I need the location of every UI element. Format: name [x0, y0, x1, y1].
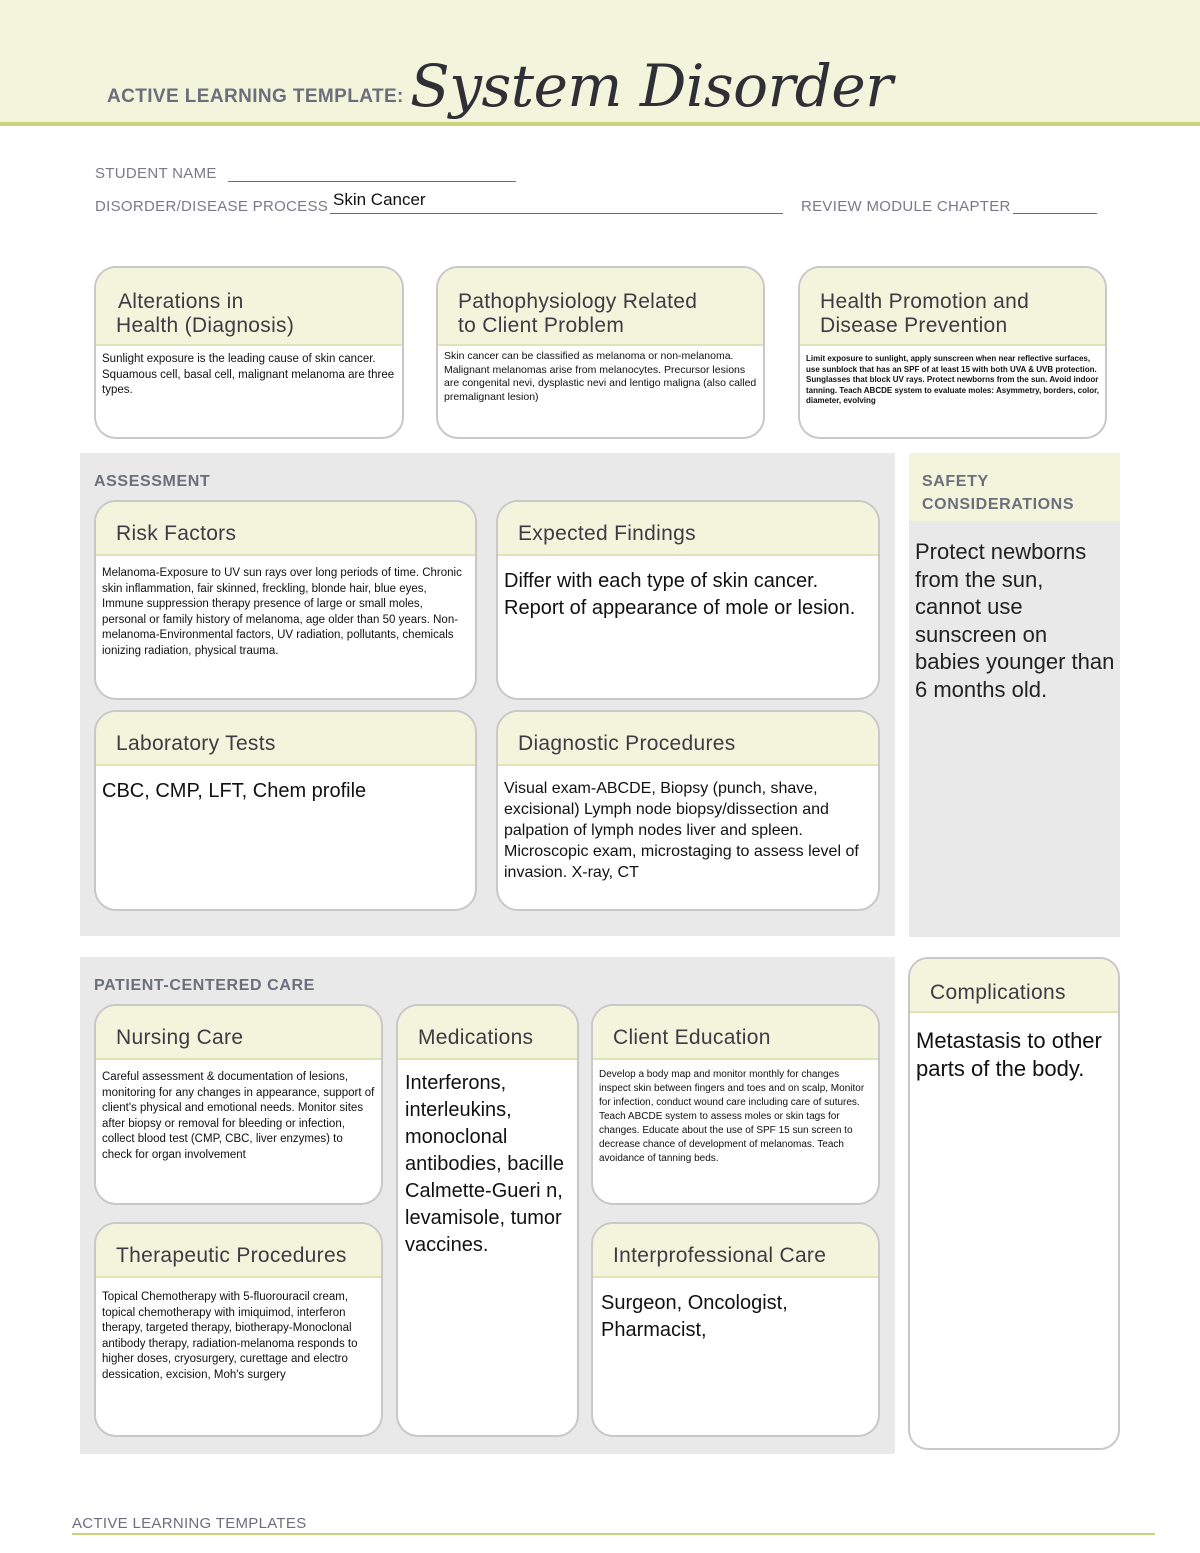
interprofessional-care-card [591, 1222, 880, 1437]
pathophysiology-title-2: to Client Problem [458, 314, 625, 337]
complications-card [908, 957, 1120, 1450]
patient-care-title: PATIENT-CENTERED CARE [94, 977, 315, 994]
alterations-card [94, 266, 404, 439]
client-education-body: Develop a body map and monitor monthly for changes inspect skin between fingers and toes and on scalp, Monitor for infection, conduct wound care including care of sutures. Teach ABCDE system to assess moles or skin tags for changes. Educate about the use of SPF 15 sun screen to decrease chance of development of melanomas. Teach avoidance of tanning beds. [599, 1069, 865, 1164]
student-name-label: STUDENT NAME [95, 165, 217, 182]
complications-body: Metastasis to other parts of the body. [916, 1028, 1102, 1081]
safety-title-1: SAFETY [922, 473, 989, 490]
review-module-label: REVIEW MODULE CHAPTER [801, 198, 1011, 215]
client-education-card [591, 1004, 880, 1205]
pathophysiology-body: Skin cancer can be classified as melanoma or non-melanoma. Malignant melanomas arise from melanocytes. Precursor lesions are congenital nevi, dysplastic nevi and lentigo maligna (also called premalignant lesion) [444, 350, 757, 403]
nursing-care-body: Careful assessment & documentation of lesions, monitoring for any changes in appearance, support of client's physical and emotional needs. Monitor sites after biopsy or removal for bleeding or infection, collect blood test (CMP, CBC, liver enzymes) to check for organ involvement [102, 1071, 375, 1161]
laboratory-tests-title: Laboratory Tests [116, 732, 276, 755]
disease-label: DISORDER/DISEASE PROCESS [95, 198, 329, 215]
safety-title-2: CONSIDERATIONS [922, 496, 1075, 513]
footer-rule [72, 1533, 1155, 1535]
alterations-title-2: Health (Diagnosis) [116, 314, 295, 337]
laboratory-tests-card [94, 710, 477, 911]
interprofessional-care-title: Interprofessional Care [613, 1244, 827, 1267]
laboratory-tests-body: CBC, CMP, LFT, Chem profile [102, 780, 367, 802]
risk-factors-title: Risk Factors [116, 522, 237, 545]
health-promotion-body: Limit exposure to sunlight, apply sunscreen when near reflective surfaces, use sunblock that has an SPF of at least 15 with both UVA & UVB protection. Sunglasses that block UV rays. Protect newborns from the sun. Avoid indoor tanning. Teach ABCDE system to evaluate moles: Asymmetry, borders, color, diameter, evolving [806, 354, 1099, 405]
disease-field[interactable] [330, 213, 783, 214]
diagnostic-procedures-card [496, 710, 880, 911]
diagnostic-procedures-body: Visual exam-ABCDE, Biopsy (punch, shave, excisional) Lymph node biopsy/dissection and palpation of lymph nodes liver and spleen. Microscopic exam, microstaging to assess level of invasion. X-ray, CT [504, 780, 859, 881]
template-label: ACTIVE LEARNING TEMPLATE: [107, 86, 404, 107]
diagnostic-procedures-title: Diagnostic Procedures [518, 732, 736, 755]
health-promotion-title-2: Disease Prevention [820, 314, 1008, 337]
expected-findings-card [496, 500, 880, 700]
alterations-title-1: Alterations in [118, 290, 244, 313]
pathophysiology-title-1: Pathophysiology Related [458, 290, 698, 313]
alterations-body-2: Squamous cell, basal cell, malignant melanoma are three types. [102, 368, 395, 396]
medications-card [396, 1004, 579, 1437]
expected-findings-title: Expected Findings [518, 522, 696, 545]
header-rule [0, 122, 1200, 126]
nursing-care-card [94, 1004, 383, 1205]
expected-findings-body: Differ with each type of skin cancer. Report of appearance of mole or lesion. [504, 570, 856, 619]
assessment-title: ASSESSMENT [94, 473, 211, 490]
health-promotion-title-1: Health Promotion and [820, 290, 1030, 313]
medications-body: Interferons, interleukins, monoclonal antibodies, bacille Calmette-Gueri n, levamisole, tumor vaccines. [405, 1072, 564, 1256]
nursing-care-title: Nursing Care [116, 1026, 244, 1049]
medications-title: Medications [418, 1026, 534, 1049]
alterations-body [102, 352, 396, 399]
risk-factors-body: Melanoma-Exposure to UV sun rays over long periods of time. Chronic skin inflammation, fair skinned, freckling, blonde hair, blue eyes, Immune suppression therapy presence of large or small moles, personal or family history of melanoma, age older than 50 years. Non-melanoma-Environmental factors, UV radiation, pollutants, chemicals ionizing radiation, physical trauma. [102, 567, 462, 657]
disease-value: Skin Cancer [333, 190, 426, 209]
template-title: System Disorder [410, 52, 893, 120]
footer-text: ACTIVE LEARNING TEMPLATES [72, 1515, 307, 1532]
risk-factors-card [94, 500, 477, 700]
student-name-field[interactable] [228, 181, 516, 182]
therapeutic-procedures-title: Therapeutic Procedures [116, 1244, 347, 1267]
alterations-body-1: Sunlight exposure is the leading cause of skin cancer. [102, 353, 376, 365]
interprofessional-care-body: Surgeon, Oncologist, Pharmacist, [601, 1292, 788, 1341]
review-module-field[interactable] [1013, 213, 1097, 214]
therapeutic-procedures-body: Topical Chemotherapy with 5-fluorouracil cream, topical chemotherapy with imiquimod, interferon therapy, targeted therapy, biotherapy-Monoclonal antibody therapy, radiation-melanoma responds to higher doses, cryosurgery, curettage and electro dessication, excision, Moh's surgery [102, 1291, 358, 1381]
health-promotion-card [798, 266, 1107, 439]
client-education-title: Client Education [613, 1026, 771, 1049]
complications-title: Complications [930, 981, 1066, 1004]
safety-body: Protect newborns from the sun, cannot use sunscreen on babies younger than 6 months old. [915, 539, 1115, 702]
therapeutic-procedures-card [94, 1222, 383, 1437]
pathophysiology-card [436, 266, 765, 439]
